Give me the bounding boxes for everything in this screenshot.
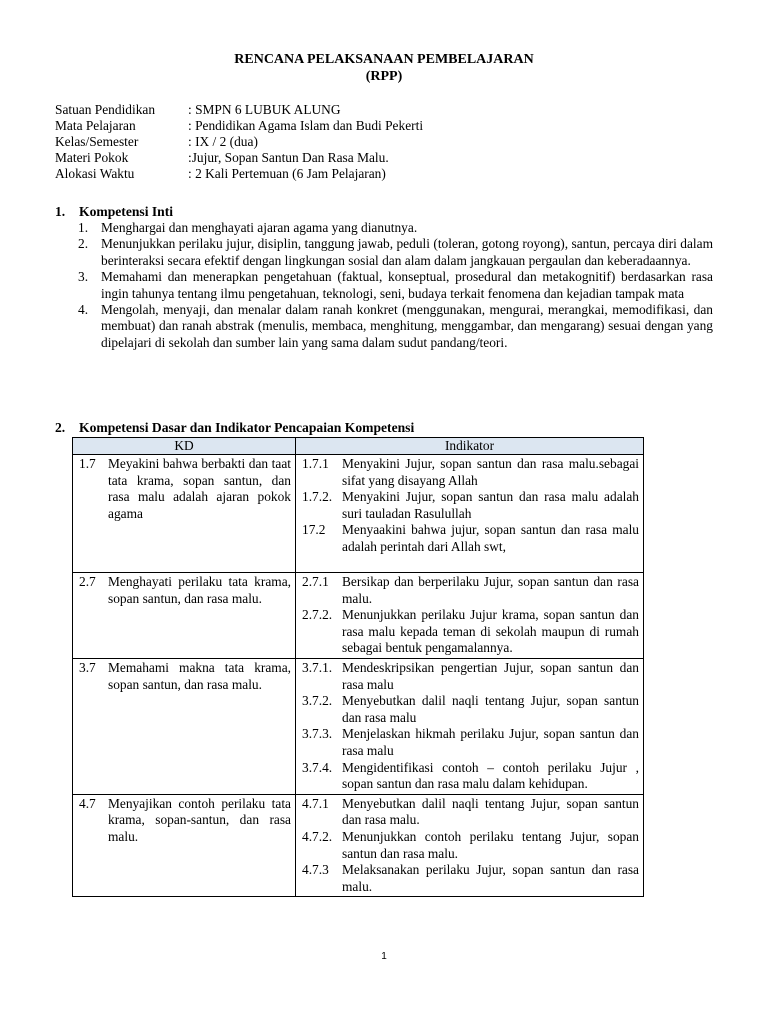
column-header-indikator: Indikator [296, 438, 644, 455]
indicator-text: Menyaakini bahwa jujur, sopan santun dan rasa malu adalah perintah dari Allah swt, [342, 522, 639, 554]
kompetensi-inti-list [78, 220, 713, 351]
indikator-cell [296, 573, 644, 659]
indicator-item [302, 660, 639, 693]
table-header-row [73, 438, 644, 455]
indicator-item [302, 760, 639, 793]
kd-indikator-table [72, 437, 644, 897]
list-number: 3. [78, 269, 89, 285]
indicator-text: Menyebutkan dalil naqli tentang Jujur, sopan santun dan rasa malu. [342, 795, 639, 828]
indicator-item [302, 456, 639, 489]
list-text: Mengolah, menyaji, dan menalar dalam ranah konkret (menggunakan, mengurai, merangkai, memodifikasi, dan membuat) dan ranah abstrak (menulis, membaca, menghitung, menggambar, dan mengarang) sesuai dengan yang dipelajari di sekolah dan sumber lain yang sama dalam sudut pandang/teori. [101, 302, 713, 350]
kd-text: Menyajikan contoh perilaku tata krama, sopan-santun, dan rasa malu. [108, 795, 291, 844]
meta-value: :Jujur, Sopan Santun Dan Rasa Malu. [188, 150, 389, 165]
indicator-number: 4.7.3 [302, 862, 329, 878]
indicator-item [302, 829, 639, 862]
list-item [78, 302, 713, 351]
indicator-item [302, 522, 639, 555]
indicator-text: Menunjukkan perilaku Jujur krama, sopan santun dan rasa malu kepada teman di sekolah maupun di rumah sebagai bentuk pengamalannya. [342, 607, 639, 656]
list-text: Menunjukkan perilaku jujur, disiplin, tanggung jawab, peduli (toleran, gotong royong), santun, percaya diri dalam berinteraksi secara efektif dengan lingkungan sosial dan alam dalam jangkauan pergaulan dan keberadaannya. [101, 236, 713, 268]
indicator-item [302, 607, 639, 657]
meta-label: Mata Pelajaran [55, 118, 136, 133]
list-text: Menghargai dan menghayati ajaran agama yang dianutnya. [101, 220, 418, 235]
kd-number: 1.7 [79, 456, 96, 471]
meta-row [55, 166, 423, 182]
indicator-text: Bersikap dan berperilaku Jujur, sopan santun dan rasa malu. [342, 574, 639, 606]
indicator-text: Menunjukkan contoh perilaku tentang Jujur, sopan santun dan rasa malu. [342, 828, 639, 861]
meta-label: Alokasi Waktu [55, 166, 135, 181]
indicator-number: 2.7.2. [302, 607, 333, 623]
indicator-text: Menyakini Jujur, sopan santun dan rasa malu adalah suri tauladan Rasulullah [342, 489, 639, 521]
section-number: 1. [55, 204, 66, 219]
meta-label: Materi Pokok [55, 150, 129, 165]
meta-row [55, 118, 423, 134]
kd-text: Menghayati perilaku tata krama, sopan santun, dan rasa malu. [108, 574, 291, 606]
meta-value: : Pendidikan Agama Islam dan Budi Pekerti [188, 118, 424, 133]
meta-value: : SMPN 6 LUBUK ALUNG [188, 102, 341, 117]
kd-text: Memahami makna tata krama, sopan santun, dan rasa malu. [108, 659, 291, 692]
indicator-item [302, 693, 639, 726]
indicator-number: 3.7.2. [302, 693, 333, 709]
page-number: 1 [381, 951, 387, 962]
kd-number: 3.7 [79, 659, 96, 675]
indicator-item [302, 862, 639, 895]
indicator-item [302, 489, 639, 522]
indicator-text: Melaksanakan perilaku Jujur, sopan santun dan rasa malu. [342, 862, 639, 894]
section-heading-kompetensi-inti [55, 204, 173, 220]
indicator-number: 1.7.1 [302, 456, 329, 471]
section-title: Kompetensi Inti [79, 204, 174, 219]
meta-value: : 2 Kali Pertemuan (6 Jam Pelajaran) [188, 166, 386, 181]
indicator-text: Mendeskripsikan pengertian Jujur, sopan santun dan rasa malu [342, 659, 639, 692]
indicator-number: 4.7.1 [302, 795, 329, 811]
kd-entry [79, 660, 291, 693]
indicator-number: 2.7.1 [302, 574, 329, 589]
column-header-kd: KD [73, 438, 296, 455]
kd-cell [73, 794, 296, 897]
meta-label: Satuan Pendidikan [55, 102, 156, 117]
indicator-text: Menyebutkan dalil naqli tentang Jujur, sopan santun dan rasa malu [342, 693, 639, 725]
indicator-item [302, 796, 639, 829]
section-number: 2. [55, 420, 66, 435]
identity-block [55, 102, 423, 182]
list-text: Memahami dan menerapkan pengetahuan (faktual, konseptual, prosedural dan metakognitif) berdasarkan rasa ingin tahunya tentang ilmu pengetahuan, teknologi, seni, budaya terkait fenomena dan kejadian tampak mata [101, 269, 713, 301]
indicator-text: Menjelaskan hikmah perilaku Jujur, sopan santun dan rasa malu [342, 726, 639, 758]
kd-entry [79, 574, 291, 607]
document-title: RENCANA PELAKSANAAN PEMBELAJARAN [234, 52, 534, 67]
indicator-item [302, 726, 639, 759]
indicator-number: 17.2 [302, 522, 326, 538]
kd-entry [79, 796, 291, 846]
kd-cell [73, 573, 296, 659]
list-number: 1. [78, 220, 89, 235]
list-item [78, 220, 713, 236]
list-number: 4. [78, 302, 89, 318]
list-number: 2. [78, 236, 89, 252]
indicator-text: Menyakini Jujur, sopan santun dan rasa malu.sebagai sifat yang disayang Allah [342, 456, 639, 488]
list-item [78, 269, 713, 302]
indikator-cell [296, 658, 644, 794]
table-row [73, 573, 644, 659]
table-row [73, 794, 644, 897]
indicator-number: 3.7.4. [302, 759, 333, 775]
indicator-number: 1.7.2. [302, 489, 333, 505]
meta-row [55, 134, 423, 150]
meta-label: Kelas/Semester [55, 134, 139, 149]
indicator-number: 3.7.3. [302, 726, 333, 742]
indicator-number: 4.7.2. [302, 828, 333, 844]
document-subtitle: (RPP) [365, 69, 403, 84]
indikator-cell [296, 455, 644, 573]
meta-row [55, 102, 423, 118]
indicator-text: Mengidentifikasi contoh – contoh perilaku Jujur , sopan santun dan rasa malu dalam kehidupan. [342, 759, 639, 792]
indikator-cell [296, 794, 644, 897]
table-row [73, 455, 644, 573]
section-title: Kompetensi Dasar dan Indikator Pencapaian Kompetensi [79, 420, 415, 435]
list-item [78, 236, 713, 269]
kd-number: 4.7 [79, 795, 96, 811]
kd-entry [79, 456, 291, 522]
meta-value: : IX / 2 (dua) [188, 134, 258, 149]
kd-cell [73, 455, 296, 573]
meta-row [55, 150, 423, 166]
indicator-number: 3.7.1. [302, 659, 333, 675]
kd-number: 2.7 [79, 574, 96, 589]
section-heading-kompetensi-dasar [55, 420, 414, 436]
kd-text: Meyakini bahwa berbakti dan taat tata krama, sopan santun, dan rasa malu adalah ajaran pokok agama [108, 456, 291, 521]
kd-cell [73, 658, 296, 794]
table-row [73, 658, 644, 794]
indicator-item [302, 574, 639, 607]
